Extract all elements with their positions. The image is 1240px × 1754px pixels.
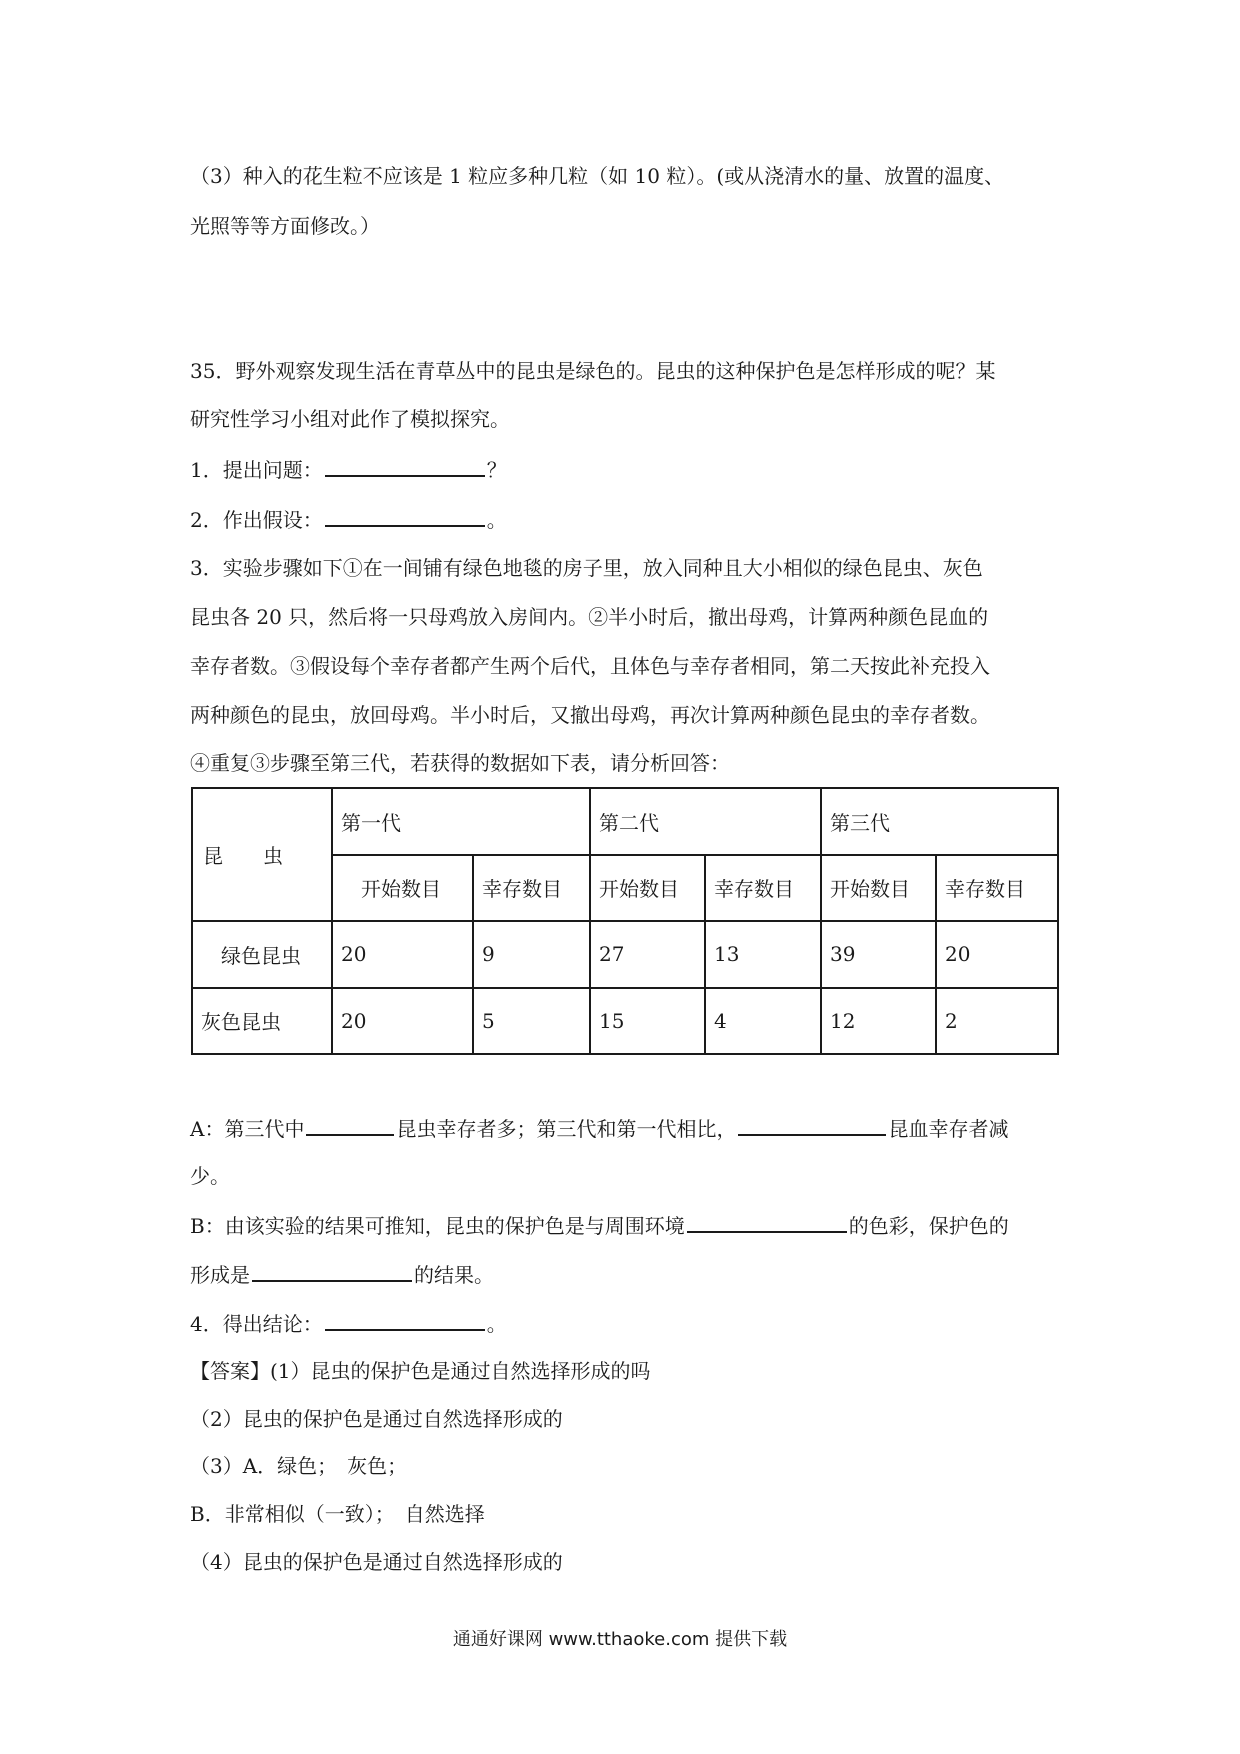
table-subheader: 开始数目	[332, 855, 473, 922]
table-subheader: 开始数目	[821, 855, 936, 922]
question-a-line-1	[190, 1114, 1060, 1143]
question-b-line-1	[190, 1211, 1060, 1240]
prev-answer-line-1: （3）种入的花生粒不应该是 1 粒应多种几粒（如 10 粒）。(或从浇清水的量、放置的温度、	[190, 164, 1005, 188]
table-cell: 9	[473, 921, 590, 988]
table-cell: 4	[705, 988, 821, 1055]
table-header-generation-1: 第一代	[332, 788, 590, 855]
table-cell: 20	[936, 921, 1058, 988]
question-a-part-3: 昆血幸存者减	[888, 1117, 1009, 1141]
question-b-line-2-part-2: 的结果。	[414, 1263, 494, 1287]
question-a-part-2: 昆虫幸存者多；第三代和第一代相比，	[396, 1117, 737, 1141]
answer-line-2: （2）昆虫的保护色是通过自然选择形成的	[190, 1407, 563, 1431]
answer-line-3: （3）A．绿色； 灰色；	[190, 1454, 408, 1478]
table-row-label: 绿色昆虫	[192, 921, 332, 988]
answer-blank[interactable]	[252, 1260, 412, 1282]
insect-survival-table	[191, 787, 1059, 1055]
table-corner-header: 昆 虫	[192, 788, 332, 921]
question-3-line-4: 两种颜色的昆虫，放回母鸡。半小时后，又撤出母鸡，再次计算两种颜色昆虫的幸存者数。	[190, 703, 990, 727]
question-2-prefix: 2．作出假设：	[190, 508, 323, 532]
table-cell: 2	[936, 988, 1058, 1055]
answer-line-1: 【答案】(1）昆虫的保护色是通过自然选择形成的吗	[190, 1359, 651, 1383]
question-2-suffix: 。	[486, 508, 507, 532]
question-a-line-2: 少。	[190, 1164, 230, 1188]
question-b-line-2	[190, 1260, 1060, 1289]
question-3-line-3: 幸存者数。③假设每个幸存者都产生两个后代，且体色与幸存者相同，第二天按此补充投入	[190, 654, 990, 678]
table-cell: 20	[332, 921, 473, 988]
table-cell: 20	[332, 988, 473, 1055]
table-cell: 13	[705, 921, 821, 988]
table-subheader: 幸存数目	[936, 855, 1058, 922]
question-4-suffix: 。	[486, 1312, 507, 1336]
question-b-line-2-part-1: 形成是	[190, 1263, 250, 1287]
answer-blank[interactable]	[325, 1309, 485, 1331]
question-b-part-1: B：由该实验的结果可推知，昆虫的保护色是与周围环境	[190, 1214, 685, 1238]
table-cell: 12	[821, 988, 936, 1055]
table-cell: 15	[590, 988, 705, 1055]
page-footer: 通通好课网 www.tthaoke.com 提供下载	[452, 1629, 788, 1650]
question-4-prefix: 4．得出结论：	[190, 1312, 323, 1336]
table-header-generation-2: 第二代	[590, 788, 821, 855]
question-3-line-1: 3．实验步骤如下①在一间铺有绿色地毯的房子里，放入同种且大小相似的绿色昆虫、灰色	[190, 556, 983, 580]
table-cell: 27	[590, 921, 705, 988]
answer-line-4: B．非常相似（一致）； 自然选择	[190, 1502, 485, 1526]
table-cell: 39	[821, 921, 936, 988]
table-subheader: 开始数目	[590, 855, 705, 922]
table-subheader: 幸存数目	[705, 855, 821, 922]
answer-line-5: （4）昆虫的保护色是通过自然选择形成的	[190, 1550, 563, 1574]
table-row	[192, 921, 1058, 988]
answer-blank[interactable]	[325, 455, 485, 477]
table-cell: 5	[473, 988, 590, 1055]
question-3-line-2: 昆虫各 20 只，然后将一只母鸡放入房间内。②半小时后，撤出母鸡，计算两种颜色昆血的	[190, 605, 989, 629]
answer-blank[interactable]	[738, 1114, 886, 1136]
prev-answer-line-2: 光照等等方面修改。）	[190, 214, 380, 238]
question-3-line-5: ④重复③步骤至第三代，若获得的数据如下表，请分析回答：	[190, 751, 730, 775]
question-1	[190, 455, 1060, 484]
question-1-suffix: ？	[486, 458, 507, 482]
table-row	[192, 988, 1058, 1055]
answer-blank[interactable]	[687, 1211, 847, 1233]
question-intro-line-2: 研究性学习小组对此作了模拟探究。	[190, 407, 510, 431]
table-row-label: 灰色昆虫	[192, 988, 332, 1055]
table-header-generation-3: 第三代	[821, 788, 1058, 855]
answer-blank[interactable]	[325, 505, 485, 527]
question-intro-line-1: 35．野外观察发现生活在青草丛中的昆虫是绿色的。昆虫的这种保护色是怎样形成的呢？某	[190, 359, 996, 383]
answer-blank[interactable]	[306, 1114, 394, 1136]
question-a-part-1: A：第三代中	[190, 1117, 305, 1141]
table-subheader: 幸存数目	[473, 855, 590, 922]
question-1-prefix: 1．提出问题：	[190, 458, 323, 482]
question-2	[190, 505, 1060, 534]
question-b-part-2: 的色彩，保护色的	[848, 1214, 1009, 1238]
question-4	[190, 1309, 1060, 1338]
